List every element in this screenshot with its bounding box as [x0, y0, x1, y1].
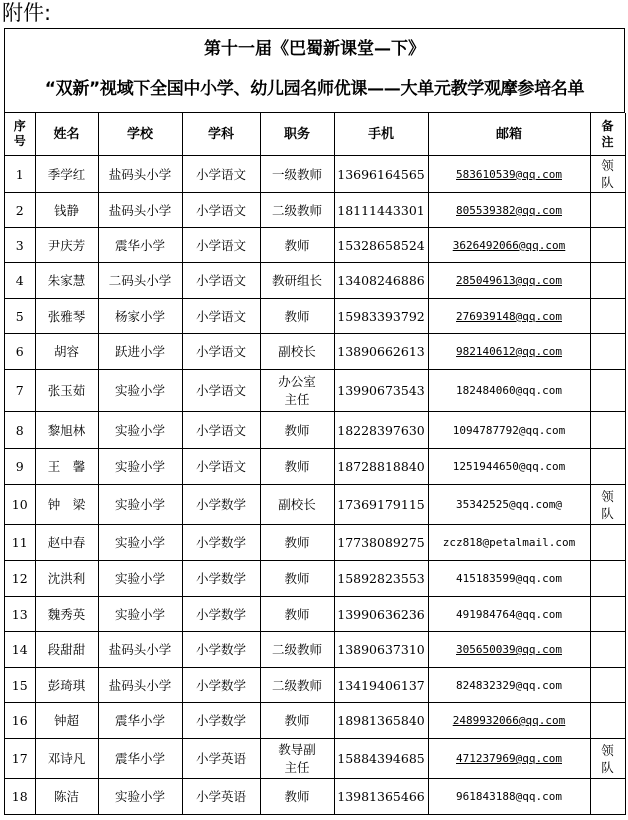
email-link[interactable]: 491984764@qq.com — [456, 607, 562, 621]
email-link[interactable]: 583610539@qq.com — [456, 167, 562, 181]
attachment-label: 附件: — [2, 1, 52, 25]
cell-school: 杨家小学 — [98, 299, 182, 334]
cell-no: 13 — [5, 597, 35, 632]
cell-position: 教师 — [260, 299, 334, 334]
cell-email — [428, 525, 590, 561]
cell-school: 盐码头小学 — [98, 668, 182, 703]
header-subject: 学科 — [182, 113, 260, 156]
cell-phone: 13408246886 — [334, 263, 428, 299]
cell-position: 教师 — [260, 412, 334, 449]
cell-position: 二级教师 — [260, 632, 334, 668]
cell-name: 沈洪利 — [35, 561, 98, 597]
table-row — [5, 597, 625, 632]
cell-position: 二级教师 — [260, 193, 334, 228]
header-note: 备注 — [590, 113, 625, 156]
email-link[interactable]: 1251944650@qq.com — [452, 460, 566, 473]
document-subtitle: “双新”视域下全国中小学、幼儿园名师优课——大单元教学观摩参培名单 — [44, 79, 585, 99]
title-block — [5, 29, 625, 113]
cell-no: 9 — [5, 449, 35, 485]
email-link[interactable]: 3626492066@qq.com — [452, 238, 566, 252]
cell-phone: 18111443301 — [334, 193, 428, 228]
table-row — [5, 525, 625, 561]
cell-school: 实验小学 — [98, 561, 182, 597]
cell-subject: 小学语文 — [182, 156, 260, 193]
header-school: 学校 — [98, 113, 182, 156]
document-title: 第十一届《巴蜀新课堂—下》 — [204, 39, 425, 59]
email-link[interactable]: 982140612@qq.com — [456, 345, 562, 358]
table-row — [5, 668, 625, 703]
cell-no: 15 — [5, 668, 35, 703]
email-link[interactable]: 182484060@qq.com — [456, 384, 562, 397]
cell-name: 邓诗凡 — [35, 739, 98, 779]
cell-subject: 小学数学 — [182, 485, 260, 525]
cell-name: 钟超 — [35, 703, 98, 739]
email-link[interactable]: 285049613@qq.com — [456, 274, 562, 287]
cell-no: 14 — [5, 632, 35, 668]
cell-note — [590, 263, 625, 299]
header-email: 邮箱 — [428, 113, 590, 156]
cell-phone: 13990673543 — [334, 370, 428, 412]
cell-subject: 小学数学 — [182, 561, 260, 597]
email-link[interactable]: 805539382@qq.com — [456, 203, 562, 217]
cell-school: 实验小学 — [98, 485, 182, 525]
cell-no: 12 — [5, 561, 35, 597]
table-row — [5, 193, 625, 228]
cell-school: 震华小学 — [98, 703, 182, 739]
cell-subject: 小学语文 — [182, 299, 260, 334]
cell-subject: 小学数学 — [182, 668, 260, 703]
header-no: 序号 — [5, 113, 35, 156]
table-row — [5, 703, 625, 739]
cell-position: 教导副主任 — [260, 739, 334, 779]
cell-position: 副校长 — [260, 485, 334, 525]
table-row — [5, 779, 625, 815]
cell-phone: 18728818840 — [334, 449, 428, 485]
table-row — [5, 370, 625, 412]
cell-no: 2 — [5, 193, 35, 228]
cell-name: 段甜甜 — [35, 632, 98, 668]
cell-no: 5 — [5, 299, 35, 334]
email-link[interactable]: 276939148@qq.com — [456, 309, 562, 323]
cell-email — [428, 561, 590, 597]
cell-note — [590, 370, 625, 412]
cell-name: 胡容 — [35, 334, 98, 370]
email-link[interactable]: 35342525@qq.com@ — [456, 498, 562, 511]
cell-email — [428, 156, 590, 193]
cell-phone: 17369179115 — [334, 485, 428, 525]
cell-email — [428, 703, 590, 739]
roster-table — [5, 113, 626, 815]
cell-name: 魏秀英 — [35, 597, 98, 632]
email-link[interactable]: zcz818@petalmail.com — [442, 536, 576, 549]
cell-name: 尹庆芳 — [35, 228, 98, 263]
cell-phone: 18228397630 — [334, 412, 428, 449]
cell-phone: 18981365840 — [334, 703, 428, 739]
cell-email — [428, 668, 590, 703]
cell-phone: 13419406137 — [334, 668, 428, 703]
cell-email — [428, 263, 590, 299]
cell-position: 教师 — [260, 597, 334, 632]
cell-school: 实验小学 — [98, 370, 182, 412]
table-header-row — [5, 113, 625, 156]
cell-note — [590, 412, 625, 449]
cell-note — [590, 779, 625, 815]
cell-subject: 小学语文 — [182, 334, 260, 370]
cell-subject: 小学数学 — [182, 632, 260, 668]
cell-position: 教师 — [260, 525, 334, 561]
cell-phone: 13890662613 — [334, 334, 428, 370]
cell-note — [590, 449, 625, 485]
header-phone: 手机 — [334, 113, 428, 156]
cell-school: 盐码头小学 — [98, 632, 182, 668]
email-link[interactable]: 824832329@qq.com — [456, 678, 562, 692]
cell-subject: 小学语文 — [182, 193, 260, 228]
cell-position: 教师 — [260, 703, 334, 739]
cell-phone: 15892823553 — [334, 561, 428, 597]
table-row — [5, 739, 625, 779]
cell-position: 教师 — [260, 779, 334, 815]
table-body — [5, 156, 625, 815]
cell-phone: 13981365466 — [334, 779, 428, 815]
table-row — [5, 299, 625, 334]
cell-school: 实验小学 — [98, 449, 182, 485]
cell-subject: 小学英语 — [182, 779, 260, 815]
cell-note — [590, 193, 625, 228]
cell-phone: 17738089275 — [334, 525, 428, 561]
cell-school: 实验小学 — [98, 779, 182, 815]
cell-position: 办公室主任 — [260, 370, 334, 412]
email-link[interactable]: 961843188@qq.com — [456, 790, 562, 803]
cell-no: 1 — [5, 156, 35, 193]
cell-email — [428, 193, 590, 228]
cell-no: 17 — [5, 739, 35, 779]
cell-email — [428, 779, 590, 815]
table-row — [5, 156, 625, 193]
cell-school: 实验小学 — [98, 412, 182, 449]
cell-email — [428, 334, 590, 370]
cell-no: 8 — [5, 412, 35, 449]
cell-school: 震华小学 — [98, 228, 182, 263]
cell-phone: 13890637310 — [334, 632, 428, 668]
cell-name: 季学红 — [35, 156, 98, 193]
cell-name: 钱静 — [35, 193, 98, 228]
cell-email — [428, 449, 590, 485]
cell-name: 张玉茹 — [35, 370, 98, 412]
cell-note — [590, 632, 625, 668]
email-link[interactable]: 1094787792@qq.com — [452, 423, 566, 437]
cell-name: 黎旭林 — [35, 412, 98, 449]
cell-email — [428, 228, 590, 263]
cell-subject: 小学语文 — [182, 449, 260, 485]
cell-name: 朱家慧 — [35, 263, 98, 299]
cell-email — [428, 412, 590, 449]
cell-no: 6 — [5, 334, 35, 370]
email-link[interactable]: 471237969@qq.com — [456, 752, 562, 765]
cell-subject: 小学语文 — [182, 370, 260, 412]
header-position: 职务 — [260, 113, 334, 156]
cell-position: 二级教师 — [260, 668, 334, 703]
cell-school: 实验小学 — [98, 525, 182, 561]
cell-subject: 小学数学 — [182, 703, 260, 739]
table-row — [5, 485, 625, 525]
cell-name: 王 馨 — [35, 449, 98, 485]
cell-phone: 13696164565 — [334, 156, 428, 193]
cell-email — [428, 739, 590, 779]
cell-name: 张雅琴 — [35, 299, 98, 334]
cell-school: 盐码头小学 — [98, 193, 182, 228]
header-name: 姓名 — [35, 113, 98, 156]
cell-email — [428, 597, 590, 632]
cell-subject: 小学语文 — [182, 263, 260, 299]
cell-note — [590, 334, 625, 370]
cell-subject: 小学数学 — [182, 525, 260, 561]
cell-note — [590, 525, 625, 561]
cell-subject: 小学数学 — [182, 597, 260, 632]
cell-school: 震华小学 — [98, 739, 182, 779]
cell-phone: 15983393792 — [334, 299, 428, 334]
cell-name: 彭琦琪 — [35, 668, 98, 703]
cell-phone: 15884394685 — [334, 739, 428, 779]
cell-no: 7 — [5, 370, 35, 412]
cell-subject: 小学英语 — [182, 739, 260, 779]
table-row — [5, 263, 625, 299]
cell-no: 3 — [5, 228, 35, 263]
cell-phone: 13990636236 — [334, 597, 428, 632]
table-row — [5, 334, 625, 370]
cell-note — [590, 228, 625, 263]
cell-name: 陈洁 — [35, 779, 98, 815]
cell-no: 4 — [5, 263, 35, 299]
cell-email — [428, 299, 590, 334]
cell-phone: 15328658524 — [334, 228, 428, 263]
table-row — [5, 228, 625, 263]
cell-position: 教师 — [260, 561, 334, 597]
cell-name: 赵中春 — [35, 525, 98, 561]
table-row — [5, 412, 625, 449]
cell-position: 一级教师 — [260, 156, 334, 193]
cell-school: 跃进小学 — [98, 334, 182, 370]
cell-note: 领队 — [590, 485, 625, 525]
cell-note — [590, 561, 625, 597]
email-link[interactable]: 2489932066@qq.com — [452, 714, 566, 727]
cell-school: 二码头小学 — [98, 263, 182, 299]
cell-no: 18 — [5, 779, 35, 815]
cell-note: 领队 — [590, 739, 625, 779]
cell-school: 盐码头小学 — [98, 156, 182, 193]
cell-no: 16 — [5, 703, 35, 739]
cell-position: 教师 — [260, 228, 334, 263]
cell-note — [590, 299, 625, 334]
cell-note — [590, 668, 625, 703]
cell-note: 领队 — [590, 156, 625, 193]
cell-name: 钟 梁 — [35, 485, 98, 525]
table-row — [5, 632, 625, 668]
cell-note — [590, 703, 625, 739]
cell-no: 10 — [5, 485, 35, 525]
cell-subject: 小学语文 — [182, 412, 260, 449]
cell-subject: 小学语文 — [182, 228, 260, 263]
cell-position: 教研组长 — [260, 263, 334, 299]
cell-email — [428, 370, 590, 412]
cell-position: 副校长 — [260, 334, 334, 370]
email-link[interactable]: 305650039@qq.com — [456, 643, 562, 656]
cell-email — [428, 632, 590, 668]
cell-no: 11 — [5, 525, 35, 561]
roster-sheet — [4, 28, 625, 815]
cell-note — [590, 597, 625, 632]
table-row — [5, 449, 625, 485]
email-link[interactable]: 415183599@qq.com — [456, 572, 562, 585]
cell-school: 实验小学 — [98, 597, 182, 632]
cell-email — [428, 485, 590, 525]
cell-position: 教师 — [260, 449, 334, 485]
table-row — [5, 561, 625, 597]
